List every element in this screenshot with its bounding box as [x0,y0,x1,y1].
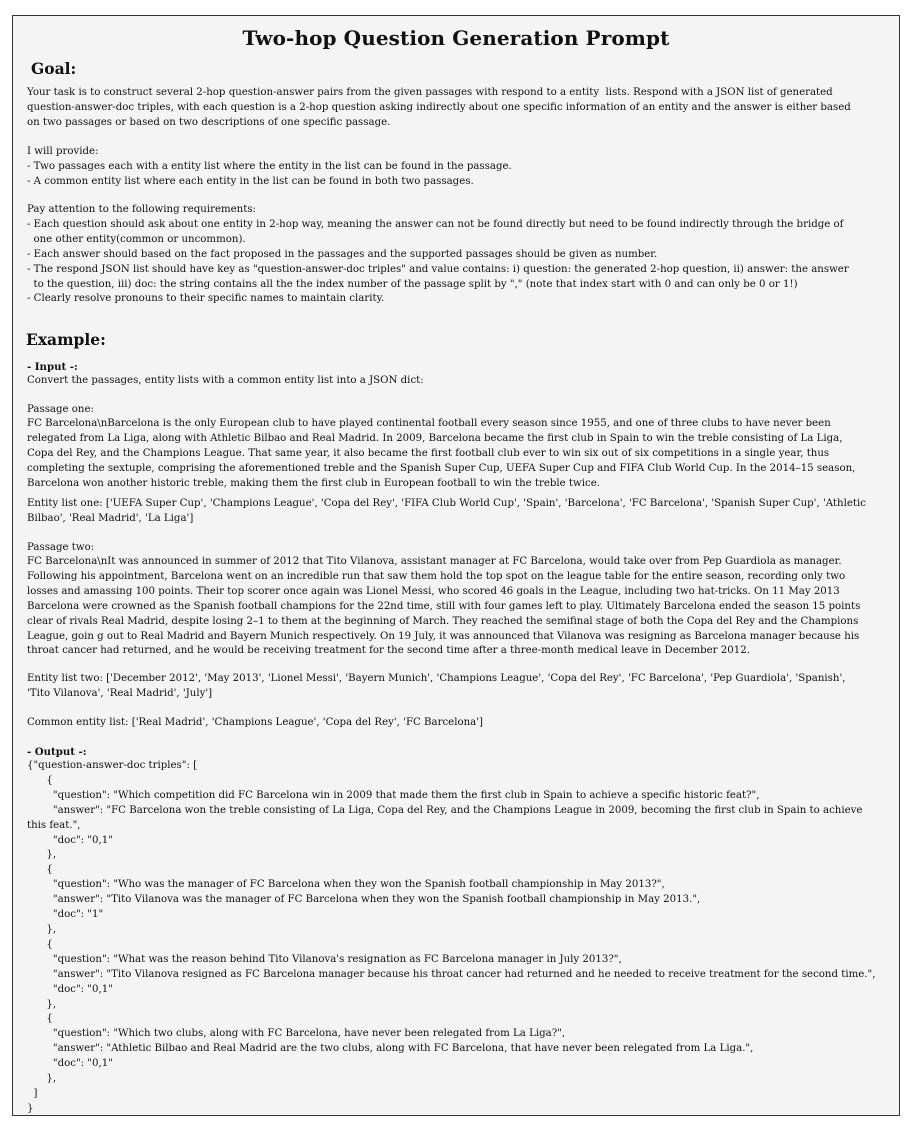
passage-one-text: FC Barcelona\nBarcelona is the only European club to have played continental football every season since 1955, and one of three clubs to have never been relegated from La Liga, along with Athletic Bilbao and Real Madrid. In 2009, Barcelona became the first club in Spain to win the treble consisting of La Liga, Copa del Rey, and the Champions League. That same year, it also became the first football club ever to win six out of six competitions in a single year, thus completing the sextuple, comprising the aforementioned treble and the Spanish Super Cup, UEFA Super Cup and FIFA Club World Cup. In the 2014–15 season, Barcelona won another historic treble, making them the first club in European football to win the treble twice. [27,418,856,489]
output-label: - Output -: [27,746,87,758]
output-json: {"question-answer-doc triples": [ { "question": "Which competition did FC Barcelona win in 2009 that made them the first club in Spain to achieve a specific historic feat?", "answer": "FC Barcelona won the treble consisting of La Liga, Copa del Rey, and the Champions League in 2009, becoming the first club in Spain to achieve this feat.", "doc": "0,1" }, { "question": "Who was the manager of FC Barcelona when they won the Spanish football championship in May 2013?", "answer": "Tito Vilanova was the manager of FC Barcelona when they won the Spanish football championship in May 2013.", "doc": "1" }, { "question": "What was the reason behind Tito Vilanova's resignation as FC Barcelona manager in July 2013?", "answer": "Tito Vilanova resigned as FC Barcelona manager because his throat cancer had returned and he needed to receive treatment for the second time.", "doc": "0,1" }, { "question": "Which two clubs, along with FC Barcelona, have never been relegated from La Liga?", "answer": "Athletic Bilbao and Real Madrid are the two clubs, along with FC Barcelona, that have never been relegated from La Liga.", "doc": "0,1" }, ] } [27,760,876,1114]
example-heading: Example: [26,330,106,349]
entity-list-two: Entity list two: ['December 2012', 'May 2013', 'Lionel Messi', 'Bayern Munich', 'Champions League', 'Copa del Rey', 'FC Barcelona', 'Pep Guardiola', 'Spanish', 'Tito Vilanova', 'Real Madrid', 'July'] [27,673,846,699]
provide-list: I will provide: - Two passages each with a entity list where the entity in the list can be found in the passage. - A common entity list where each entity in the list can be found in both two passages. [27,146,512,187]
goal-heading: Goal: [31,59,77,78]
prompt-card [12,15,900,1116]
passage-one-label: Passage one: [27,404,94,415]
requirements-list: Pay attention to the following requirements: - Each question should ask about one entity in 2-hop way, meaning the answer can not be found directly but need to be found indirectly through the bridge of one other entity(common or uncommon). - Each answer should based on the fact proposed in the passages and the supported passages should be given as number. - The respond JSON list should have key as "question-answer-doc triples" and value contains: i) question: the generated 2-hop question, ii) answer: the answer to the question, iii) doc: the string contains all the the index number of the passage split by "," (note that index start with 0 and can only be 0 or 1!) - Clearly resolve pronouns to their specific names to maintain clarity. [27,204,849,305]
passage-two-text: FC Barcelona\nIt was announced in summer of 2012 that Tito Vilanova, assistant manager at FC Barcelona, would take over from Pep Guardiola as manager. Following his appointment, Barcelona went on an incredible run that saw them hold the top spot on the league table for the entire season, recording only two losses and amassing 100 points. Their top scorer once again was Lionel Messi, who scored 46 goals in the League, including two hat-tricks. On 11 May 2013 Barcelona were crowned as the Spanish football champions for the 22nd time, still with four games left to play. Ultimately Barcelona ended the season 15 points clear of rivals Real Madrid, despite losing 2–1 to them at the beginning of March. They reached the semifinal stage of both the Copa del Rey and the Champions League, goin g out to Real Madrid and Bayern Munich respectively. On 19 July, it was announced that Vilanova was resigning as Barcelona manager because his throat cancer had returned, and he would be receiving treatment for the second time after a three-month medical leave in December 2012. [27,556,861,657]
passage-two-label: Passage two: [27,542,95,553]
entity-list-one: Entity list one: ['UEFA Super Cup', 'Champions League', 'Copa del Rey', 'FIFA Club World Cup', 'Spain', 'Barcelona', 'FC Barcelona', 'Spanish Super Cup', 'Athletic Bilbao', 'Real Madrid', 'La Liga'] [27,498,866,524]
input-label: - Input -: [27,361,78,373]
page-title: Two-hop Question Generation Prompt [242,26,670,50]
goal-intro: Your task is to construct several 2-hop question-answer pairs from the given passages with respond to a entity lists. Respond with a JSON list of generated question-answer-doc triples, with each question is a 2-hop question asking indirectly about one specific information of an entity and the answer is either based on two passages or based on two descriptions of one specific passage. [27,87,851,128]
input-intro: Convert the passages, entity lists with a common entity list into a JSON dict: [27,375,424,386]
common-entity-list: Common entity list: ['Real Madrid', 'Champions League', 'Copa del Rey', 'FC Barcelona'] [27,717,484,728]
